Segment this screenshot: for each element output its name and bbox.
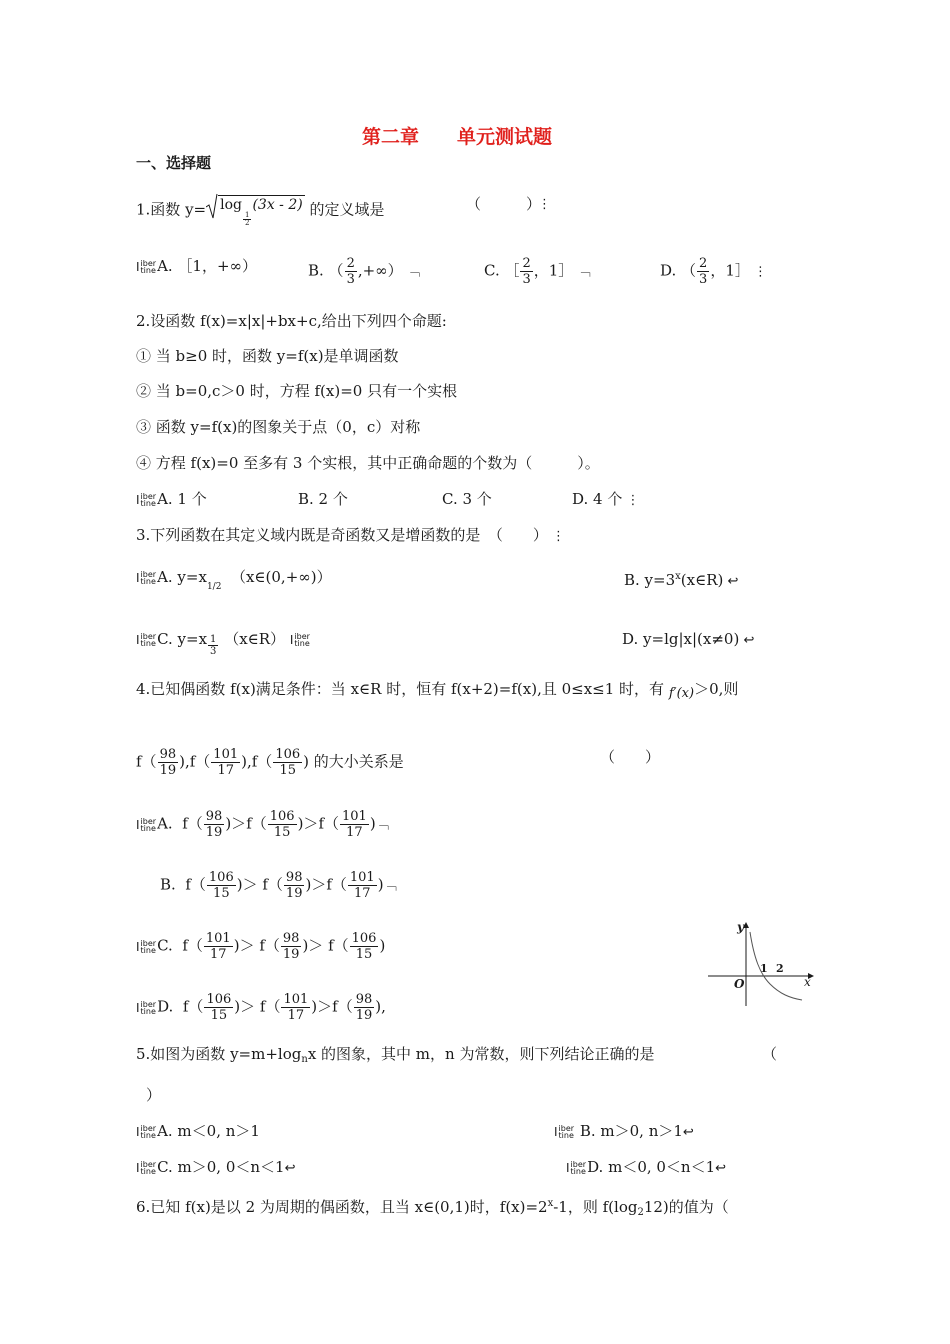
fraction: $\frac{98}{19}$ [355,992,373,1023]
q4-option-d: I iber tine D. f（ $\frac{106}{15}$ )＞ f（ $\frac{101}{17}$ )＞f（ $\frac{98}{19}$ ), [136,992,386,1023]
fraction: $\frac{101}{17}$ [205,931,231,962]
fraction: $\frac{98}{19}$ [285,870,303,901]
paragraph-mark-icon: ⋮ [749,264,767,280]
q4-answer-paren: （ ） [600,748,661,766]
section-heading: 一、选择题 [136,154,212,172]
q2-proposition-2: ② 当 b=0,c＞0 时，方程 f(x)=0 只有一个实根 [136,382,458,400]
marker-text: iber tine [140,1124,157,1140]
q5-stem: 5.如图为函数 $y=m+\log_nx$ 的图象，其中 m，n 为常数，则下列结论正确的是 [136,1045,655,1065]
log-arg: (3x - 2) [252,197,303,213]
marker-text: iber tine [294,632,310,648]
q2-option-b: B. 2 个 [298,490,348,508]
paragraph-mark-icon: ﹁ [383,878,397,894]
q1-option-a: I iber tine A. ［1，+∞） [136,257,258,275]
tick-label-1: 1 [760,962,768,975]
marker-icon: I [136,260,140,274]
sqrt-radical [206,194,305,227]
marker-text: iber tine [558,1124,575,1140]
q3-option-b: B. $y=3^x(x\in R)$ ↩ [624,571,739,589]
q1-stem-post: 的定义域是 [304,200,385,219]
q2-proposition-1: ① 当 b≥0 时，函数 y=f(x)是单调函数 [136,347,399,365]
marker-icon: I [136,1000,140,1015]
q6-stem: 6.已知 f(x)是以 2 为周期的偶函数，且当 x∈(0,1)时，$f(x)=2^x-1$，则 $f(\log_212)$的值为（ [136,1198,729,1218]
function-graph [704,918,818,1010]
x-axis-label: x [804,975,811,989]
q1-option-b: B. （ $\frac{2}{3}$ ,+∞） ﹁ [308,256,420,287]
q1-option-d: D. （ $\frac{2}{3}$ ，1］ ⋮ [660,256,767,287]
fraction: $\frac{98}{19}$ [159,747,177,778]
marker-text: iber tine [140,1160,157,1176]
fraction: $\frac{101}{17}$ [349,870,375,901]
fraction: $\frac{2}{3}$ [346,256,355,287]
fraction: $\frac{106}{15}$ [275,747,301,778]
paragraph-mark-icon: ⋮ [547,529,565,544]
fraction: $\frac{101}{17}$ [342,809,367,840]
marker-icon: I [554,1125,558,1139]
q2-proposition-3: ③ 函数 y=f(x)的图象关于点（0，c）对称 [136,418,421,436]
q5-option-c: I iber tine C. m＞0, 0＜n＜1↩ [136,1158,296,1176]
q2-stem: 2.设函数 f(x)=x|x|+bx+c,给出下列四个命题: [136,312,447,330]
marker-text: iber tine [140,570,157,586]
q5-paren-close: ） [146,1086,162,1104]
y-axis-label: y [737,920,744,934]
log-base: 2 [637,1207,644,1218]
q4-option-b: B. f（ $\frac{106}{15}$ )＞ f（ $\frac{98}{19}$ )＞f（ $\frac{101}{17}$ )﹁ [160,870,397,901]
q4-option-c: I iber tine C. f（ $\frac{101}{17}$ )＞ f（ $\frac{98}{19}$ )＞ f（ $\frac{106}{15}$ ) [136,931,386,962]
paragraph-mark-icon: ﹁ [375,817,389,833]
q4-option-a: I iber tine A. f（ $\frac{98}{19}$ )＞f（ $\frac{106}{15}$ )＞f（ $\frac{101}{17}$ )﹁ [136,809,389,840]
q3-stem: 3.下列函数在其定义域内既是奇函数又是增函数的是 （ ） ⋮ [136,526,565,544]
marker-icon: I [136,1161,140,1175]
fraction: $\frac{98}{19}$ [282,931,300,962]
q1-option-c: C. ［ $\frac{2}{3}$ ，1］ ﹁ [484,256,591,287]
marker-text: iber tine [140,938,157,955]
fraction: $\frac{106}{15}$ [269,809,295,840]
return-arrow-icon: ↩ [682,1125,694,1140]
paragraph-mark-icon: ⋮ [538,197,551,212]
fraction: $\frac{98}{19}$ [205,809,223,840]
return-arrow-icon: ↩ [715,1161,727,1176]
q2-option-c: C. 3 个 [442,490,492,508]
fraction: $\frac{106}{15}$ [351,931,377,962]
q2-option-a: I iber tine A. 1 个 [136,490,207,508]
paragraph-mark-icon: ⋮ [622,493,640,508]
origin-label: O [734,977,745,991]
fraction: $\frac{106}{15}$ [208,870,234,901]
exponent: x [675,571,681,582]
marker-icon: I [136,633,140,647]
paragraph-mark-icon: ﹁ [573,264,591,280]
marker-text: iber tine [140,259,157,275]
fraction: $\frac{101}{17}$ [283,992,309,1023]
q4-comparison: f（ $\frac{98}{19}$ ),f（ $\frac{101}{17}$ ),f（ $\frac{106}{15}$ ) 的大小关系是 [136,747,404,778]
return-arrow-icon: ↩ [739,633,755,648]
q5-option-d: I iber tine D. m＜0, 0＜n＜1↩ [566,1158,727,1176]
tick-label-2: 2 [776,962,784,975]
fraction: $\frac{2}{3}$ [699,256,708,287]
q3-option-c: I iber tine C. y=x $\frac{1}{3}$ （x∈R） I iber tine [136,630,310,657]
fraction: $\frac{106}{15}$ [206,992,232,1023]
exponent: x [547,1198,554,1209]
exponent-fraction: $\frac{1}{3}$ [210,634,217,657]
return-arrow-icon: ↩ [723,574,739,589]
log-base: $\frac{1}{2}$ [245,211,250,227]
log-text: log [220,197,242,213]
q3-option-a: I iber tine A. $y=x_{1/2}$ （x∈(0,+∞)） [136,568,332,592]
q5-option-a: I iber tine A. m＜0, n＞1 [136,1122,260,1140]
marker-text: iber tine [140,492,157,508]
fraction: $\frac{2}{3}$ [522,256,531,287]
exponent: 1/2 [206,582,222,592]
q5-paren-open: （ [762,1045,778,1063]
q1-stem [136,194,385,227]
marker-text: iber tine [570,1160,587,1176]
marker-icon: I [136,817,140,832]
marker-icon: I [566,1161,570,1175]
log-base: n [301,1054,308,1065]
marker-text: iber tine [140,632,157,648]
q1-stem-pre: 1.函数 y= [136,200,207,219]
marker-icon: I [289,633,294,647]
marker-icon: I [136,493,140,507]
marker-text: iber tine [140,999,157,1016]
q5-option-b: I iber tine B. m＞0, n＞1↩ [554,1122,694,1140]
return-arrow-icon: ↩ [284,1161,296,1176]
marker-icon: I [136,571,140,585]
marker-icon: I [136,939,140,954]
q2-option-d: D. 4 个 ⋮ [572,490,640,508]
q1-answer-paren: （ ） [466,195,542,213]
marker-icon: I [136,1125,140,1139]
q3-option-d: D. y=lg|x|(x≠0) ↩ [622,630,755,648]
marker-text: iber tine [140,816,157,833]
page-title: 第二章 单元测试题 [362,126,553,148]
f-prime: f′(x) [668,686,695,701]
fraction: $\frac{101}{17}$ [213,747,239,778]
paragraph-mark-icon: ﹁ [402,264,420,280]
q4-stem: 4.已知偶函数 f(x)满足条件：当 x∈R 时，恒有 f(x+2)=f(x),且 0≤x≤1 时，有 f′(x)＞0,则 [136,680,739,701]
q2-proposition-4: ④ 方程 f(x)=0 至多有 3 个实根，其中正确命题的个数为（ ）。 [136,454,600,472]
